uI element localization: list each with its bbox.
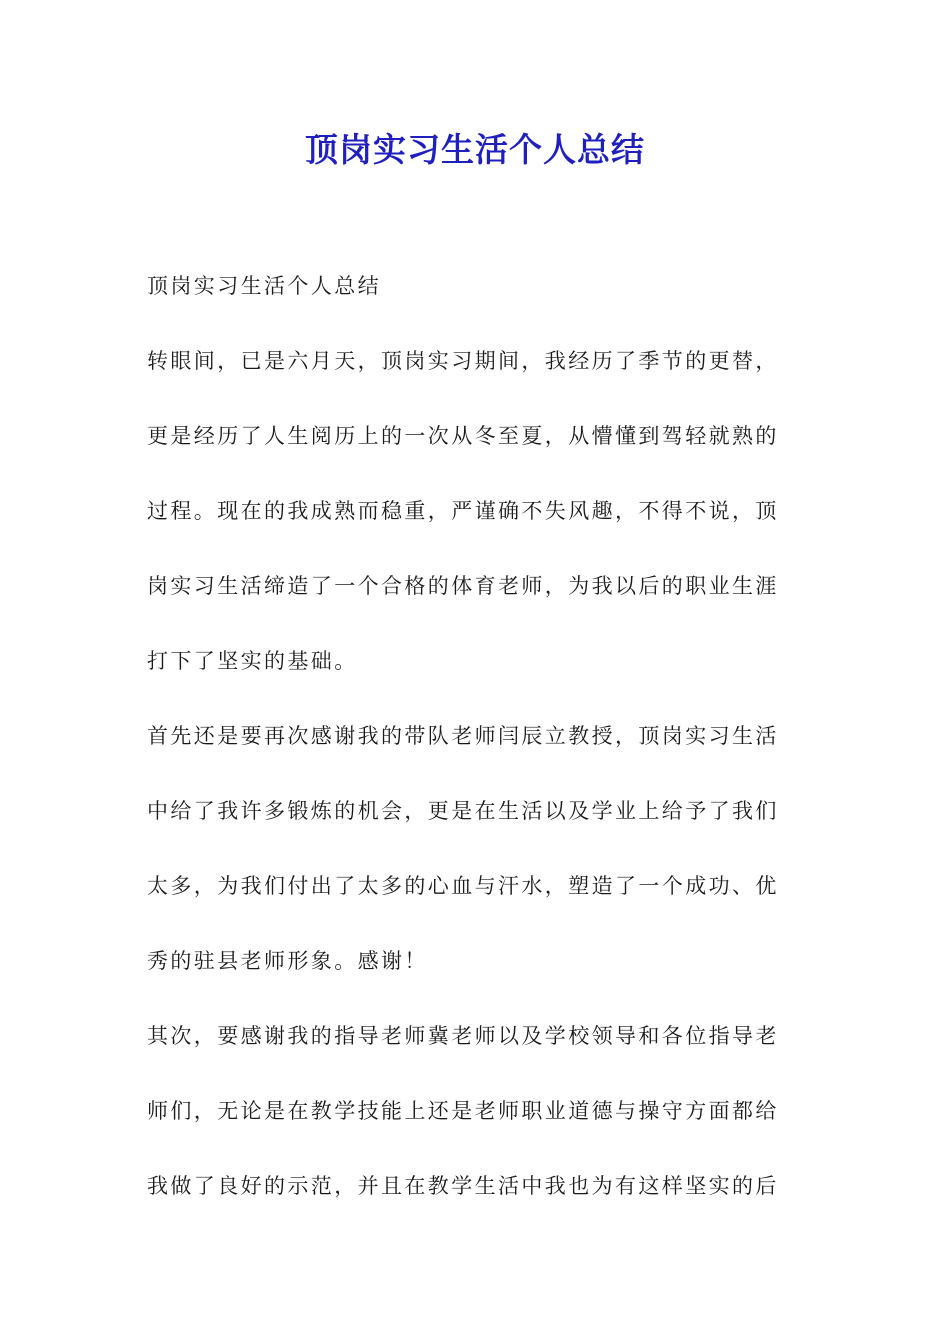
text-line: 过程。现在的我成熟而稳重，严谨确不失风趣，不得不说，顶 bbox=[147, 499, 779, 523]
text-line: 秀的驻县老师形象。感谢！ bbox=[147, 949, 428, 973]
text-line: 打下了坚实的基础。 bbox=[147, 649, 358, 673]
text-line: 首先还是要再次感谢我的带队老师闫辰立教授，顶岗实习生活 bbox=[147, 724, 779, 748]
text-line: 中给了我许多锻炼的机会，更是在生活以及学业上给予了我们 bbox=[147, 799, 779, 823]
text-line: 岗实习生活缔造了一个合格的体育老师，为我以后的职业生涯 bbox=[147, 574, 779, 598]
document-title: 顶岗实习生活个人总结 bbox=[305, 130, 645, 169]
text-line: 更是经历了人生阅历上的一次从冬至夏，从懵懂到驾轻就熟的 bbox=[147, 424, 779, 448]
text-line: 太多，为我们付出了太多的心血与汗水，塑造了一个成功、优 bbox=[147, 874, 779, 898]
text-line: 顶岗实习生活个人总结 bbox=[147, 274, 381, 298]
text-line: 其次，要感谢我的指导老师冀老师以及学校领导和各位指导老 bbox=[147, 1024, 779, 1048]
text-line: 我做了良好的示范，并且在教学生活中我也为有这样坚实的后 bbox=[147, 1174, 779, 1198]
text-line: 转眼间，已是六月天，顶岗实习期间，我经历了季节的更替， bbox=[147, 349, 779, 373]
text-line: 师们，无论是在教学技能上还是老师职业道德与操守方面都给 bbox=[147, 1099, 779, 1123]
document-body bbox=[147, 262, 807, 1237]
